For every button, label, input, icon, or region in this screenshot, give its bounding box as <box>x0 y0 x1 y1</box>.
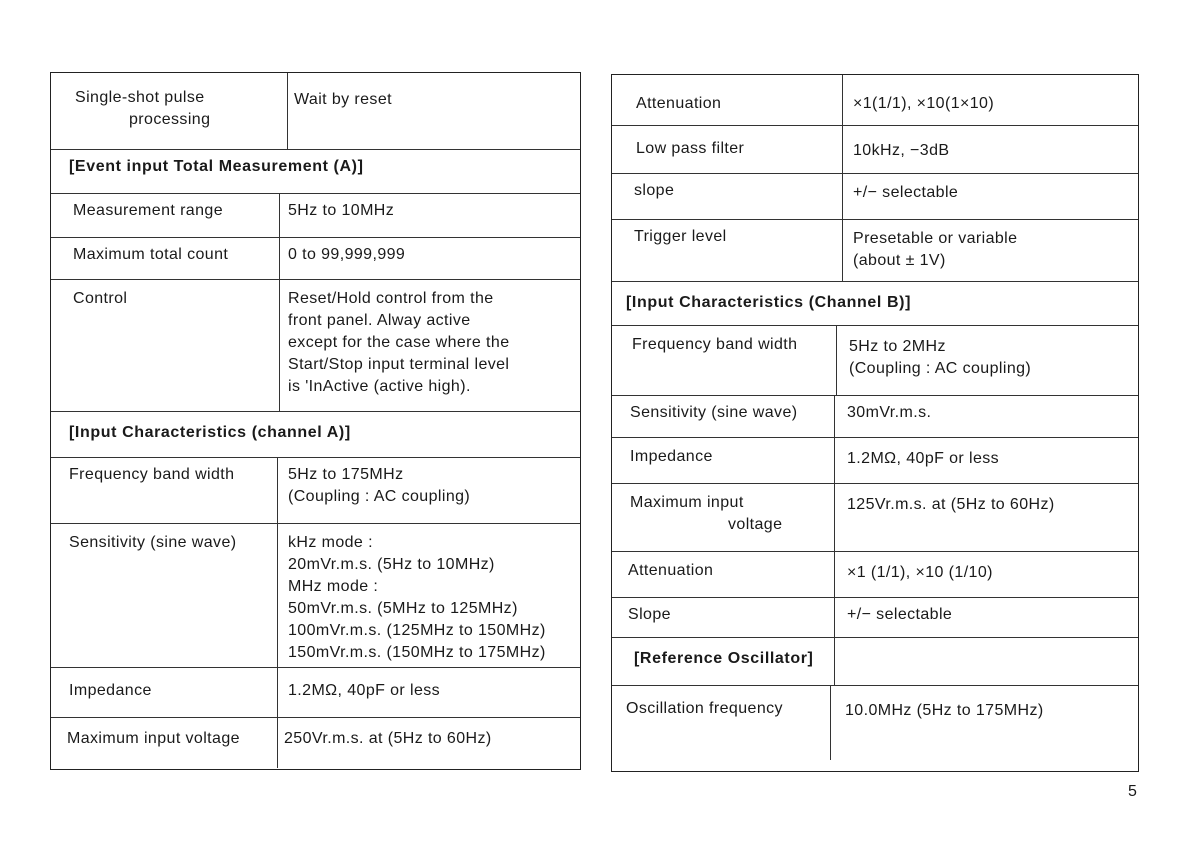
sensitivity-b-value: 30mVr.m.s. <box>847 404 932 421</box>
frequency-band-b-line: 5Hz to 2MHz <box>849 338 946 355</box>
attenuation-b-value: ×1 (1/1), ×10 (1/10) <box>847 564 993 581</box>
slope-label: slope <box>634 182 675 199</box>
control-value-line: Reset/Hold control from the <box>288 290 494 307</box>
control-value-line: Start/Stop input terminal level <box>288 356 510 373</box>
impedance-b-value: 1.2MΩ, 40pF or less <box>847 450 1000 467</box>
row-trigger-level <box>612 219 1138 282</box>
max-input-b-label <box>630 492 782 536</box>
control-value <box>288 288 510 398</box>
oscillation-frequency-value: 10.0MHz (5Hz to 175MHz) <box>845 702 1044 719</box>
control-label: Control <box>73 290 128 307</box>
input-a-header: [Input Characteristics (channel A)] <box>69 424 351 441</box>
frequency-band-b-value <box>849 336 1031 380</box>
row-low-pass-filter <box>612 125 1138 174</box>
low-pass-filter-label: Low pass filter <box>636 140 745 157</box>
max-input-b-label-line: Maximum input <box>630 494 744 511</box>
row-slope <box>612 173 1138 220</box>
row-single-shot <box>51 73 580 149</box>
frequency-band-a-line: 5Hz to 175MHz <box>288 466 404 483</box>
trigger-level-line: (about ± 1V) <box>853 252 946 269</box>
attenuation-label: Attenuation <box>636 95 722 112</box>
sensitivity-a-line: kHz mode : <box>288 534 373 551</box>
low-pass-filter-value: 10kHz, −3dB <box>853 142 950 159</box>
sensitivity-a-line: 100mVr.m.s. (125MHz to 150MHz) <box>288 622 546 639</box>
row-maximum-total-count <box>51 237 580 280</box>
control-value-line: is 'InActive (active high). <box>288 378 471 395</box>
attenuation-value: ×1(1/1), ×10(1×10) <box>853 95 995 112</box>
row-attenuation-b <box>612 551 1138 598</box>
row-control <box>51 279 580 412</box>
sensitivity-a-label: Sensitivity (sine wave) <box>69 534 237 551</box>
row-frequency-band-a <box>51 457 580 524</box>
slope-b-label: Slope <box>628 606 671 623</box>
row-impedance-a <box>51 667 580 718</box>
row-measurement-range <box>51 193 580 238</box>
single-shot-value: Wait by reset <box>294 91 392 108</box>
measurement-range-label: Measurement range <box>73 202 223 219</box>
frequency-band-a-label: Frequency band width <box>69 466 235 483</box>
section-reference-oscillator <box>612 637 1138 686</box>
row-attenuation <box>612 75 1138 125</box>
oscillation-frequency-label: Oscillation frequency <box>626 700 783 717</box>
sensitivity-b-label: Sensitivity (sine wave) <box>630 404 798 421</box>
max-input-b-label-line: voltage <box>728 516 783 533</box>
row-sensitivity-b <box>612 395 1138 438</box>
impedance-a-label: Impedance <box>69 682 152 699</box>
max-input-voltage-a-label: Maximum input voltage <box>67 730 240 747</box>
trigger-level-line: Presetable or variable <box>853 230 1018 247</box>
sensitivity-a-line: MHz mode : <box>288 578 379 595</box>
row-max-input-voltage-a <box>51 717 580 768</box>
page-number: 5 <box>1128 783 1138 800</box>
frequency-band-a-value <box>288 464 470 508</box>
frequency-band-b-line: (Coupling : AC coupling) <box>849 360 1032 377</box>
slope-b-value: +/− selectable <box>847 606 953 623</box>
trigger-level-value <box>853 228 1017 272</box>
row-slope-b <box>612 597 1138 638</box>
control-value-line: front panel. Alway active <box>288 312 471 329</box>
row-oscillation-frequency <box>612 685 1138 770</box>
maximum-total-count-label: Maximum total count <box>73 246 229 263</box>
row-max-input-b <box>612 483 1138 552</box>
measurement-range-value: 5Hz to 10MHz <box>288 202 395 219</box>
reference-oscillator-header: [Reference Oscillator] <box>634 650 814 667</box>
row-impedance-b <box>612 437 1138 484</box>
sensitivity-a-value <box>288 532 546 664</box>
section-input-b <box>612 281 1138 326</box>
frequency-band-a-line: (Coupling : AC coupling) <box>288 488 471 505</box>
section-input-a <box>51 411 580 458</box>
section-event-input <box>51 149 580 194</box>
sensitivity-a-line: 20mVr.m.s. (5Hz to 10MHz) <box>288 556 495 573</box>
sensitivity-a-line: 50mVr.m.s. (5MHz to 125MHz) <box>288 600 518 617</box>
attenuation-b-label: Attenuation <box>628 562 714 579</box>
impedance-a-value: 1.2MΩ, 40pF or less <box>288 682 441 699</box>
left-spec-table <box>50 72 581 770</box>
frequency-band-b-label: Frequency band width <box>632 336 798 353</box>
right-spec-table <box>611 74 1139 772</box>
event-input-header: [Event input Total Measurement (A)] <box>69 158 364 175</box>
sensitivity-a-line: 150mVr.m.s. (150MHz to 175MHz) <box>288 644 546 661</box>
max-input-b-value: 125Vr.m.s. at (5Hz to 60Hz) <box>847 496 1055 513</box>
row-sensitivity-a <box>51 523 580 668</box>
slope-value: +/− selectable <box>853 184 959 201</box>
row-frequency-band-b <box>612 325 1138 396</box>
impedance-b-label: Impedance <box>630 448 713 465</box>
single-shot-label-1: Single-shot pulse <box>75 89 205 106</box>
input-b-header: [Input Characteristics (Channel B)] <box>626 294 912 311</box>
trigger-level-label: Trigger level <box>634 228 727 245</box>
maximum-total-count-value: 0 to 99,999,999 <box>288 246 406 263</box>
single-shot-label-2: processing <box>129 111 211 128</box>
control-value-line: except for the case where the <box>288 334 510 351</box>
max-input-voltage-a-value: 250Vr.m.s. at (5Hz to 60Hz) <box>284 730 492 747</box>
